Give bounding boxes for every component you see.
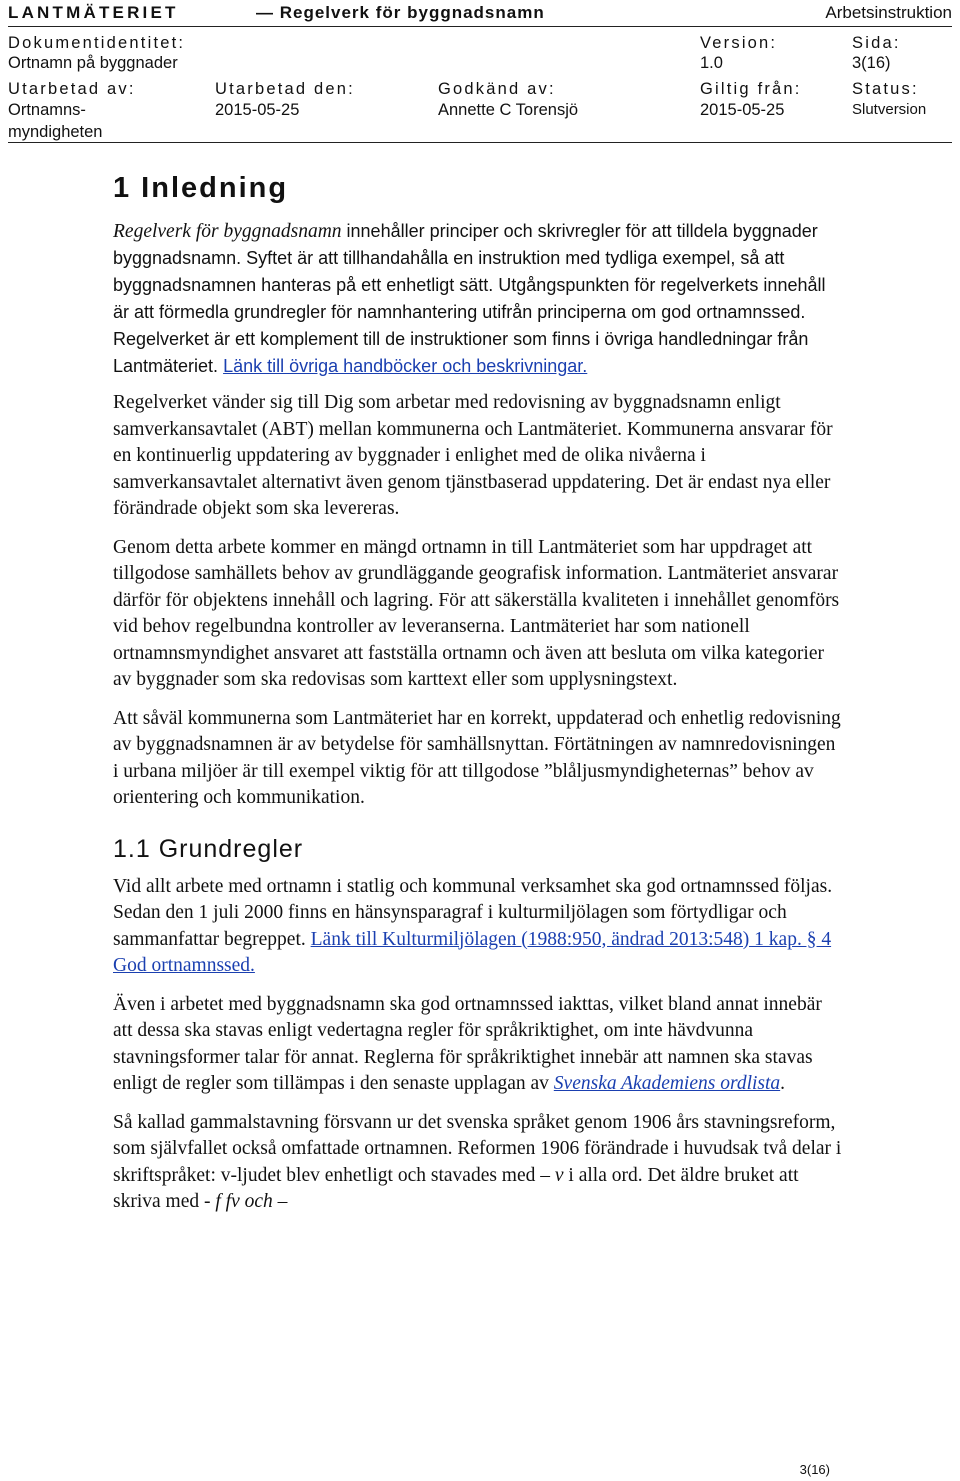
paragraph-text-cont: i alla ord. Det äldre bruket att skriva med - xyxy=(113,1164,799,1212)
footer-page-number: 3(16) xyxy=(799,1462,830,1477)
paragraph xyxy=(113,874,843,980)
paragraph xyxy=(113,1110,843,1216)
approved-by-value: Annette C Torensjö xyxy=(438,101,579,119)
paragraph: Att såväl kommunerna som Lantmäteriet har en korrekt, uppdaterad och enhetlig redovisning av byggnadsnamnen är av betydelse för samhällsnyttan. Förtätningen av namnredovisningen i urbana miljöer är till exempel viktig för att tillgodose ”blåljusmyndigheternas” behov av orientering och kommunikation. xyxy=(113,707,841,808)
saol-link[interactable]: Svenska Akademiens ordlista xyxy=(553,1073,781,1094)
prepared-by-value: Ortnamns- xyxy=(8,101,86,119)
header-bar xyxy=(8,2,952,27)
valid-from-value: 2015-05-25 xyxy=(700,101,785,119)
italic-v: – v xyxy=(540,1164,564,1186)
version-label: Version: xyxy=(700,34,778,52)
version-value: 1.0 xyxy=(700,54,723,72)
header-divider xyxy=(8,142,952,143)
page-label: Sida: xyxy=(852,34,901,52)
italic-f: f xyxy=(215,1191,221,1212)
paragraph: Genom detta arbete kommer en mängd ortnamn in till Lantmäteriet som har uppdraget att tillgodose samhällets behov av grundläggande geografisk information. Lantmäteriet ansvarar därför för objektens innehåll och lagring. För att säkerställa kvaliteten i innehållet genomförs vid behov regelbundna kontroller av leveranserna. Lantmäteriet har som nationell ortnamnsmyndighet ansvaret att fastställa ortnamn och även att besluta om vilka kategorier av byggnader som ska redovisas som karttext eller som upplysningstext. xyxy=(113,536,840,690)
status-label: Status: xyxy=(852,80,919,98)
intro-text-cont: Utgångspunkten för regelverkets innehåll är att förmedla grundregler för namnhantering utifrån principerna om god ortnamnssed. Regelverket är ett komplement till de instruktioner som finns i övriga handledningar från Lantmäteriet. xyxy=(113,275,826,376)
intro-text: innehåller principer och skrivregler för att tilldela byggnader byggnadsnamn. Syftet är att tillhandahålla en instruktion med tydliga exempel, så att byggnadsnamnen hanteras på ett enhetligt sätt. xyxy=(113,221,818,295)
brand-name: LANTMÄTERIET xyxy=(8,3,179,22)
doc-id-label: Dokumentidentitet: xyxy=(8,34,186,52)
prepared-date-label: Utarbetad den: xyxy=(215,80,355,98)
paragraph: Regelverket vänder sig till Dig som arbetar med redovisning av byggnadsnamn enligt samverkansavtalet (ABT) mellan kommunerna och Lantmäteriet. Kommunerna ansvarar för en kontinuerlig uppdatering av byggnader i enlighet med de olika nivåerna i samverkansavtalet alternativt även genom tjänstbaserad uppdatering. Det är endast nya eller förändrade objekt som ska levereras. xyxy=(113,392,833,519)
intro-italic-title: Regelverk för byggnadsnamn xyxy=(113,221,342,242)
paragraph-text: Så kallad gammalstavning försvann ur det svenska språket genom 1906 års stavningsreform, som självfallet också omfattade ortnamnen. Reformen 1906 förändrade i huvudsak två delar i skriftspråket: v-ljudet blev enhetligt och stavades med xyxy=(113,1111,842,1186)
approved-by-label: Godkänd av: xyxy=(438,80,556,98)
prepared-by-label: Utarbetad av: xyxy=(8,80,136,98)
paragraph-text-end: . xyxy=(780,1073,786,1094)
prepared-by-value-cont: myndigheten xyxy=(8,123,103,141)
document-type: Arbetsinstruktion xyxy=(825,3,952,22)
doc-id-value: Ortnamn på byggnader xyxy=(8,54,178,72)
valid-from-label: Giltig från: xyxy=(700,80,802,98)
section-heading-grundregler: 1.1 Grundregler xyxy=(113,834,304,863)
kulturmiljolagen-link[interactable]: Länk till Kulturmiljölagen (1988:950, ändrad 2013:548) 1 kap. § 4 God ortnamnssed. xyxy=(113,928,832,976)
paragraph-text: Vid allt arbete med ortnamn i statlig och kommunal verksamhet ska god ortnamnssed följas. Sedan den 1 juli 2000 finns en hänsynsparagraf i kulturmiljölagen som förtydligar och sammanfattar begreppet. xyxy=(113,875,833,950)
section-heading-inledning: 1 Inledning xyxy=(113,172,289,204)
handbooks-link[interactable]: Länk till övriga handböcker och beskrivningar. xyxy=(223,356,588,376)
paragraph-text: Även i arbetet med byggnadsnamn ska god ortnamnssed iakttas, vilket bland annat innebär att dessa ska stavas enligt vedertagna regler för språkriktighet, om inte hävdvunna stavningsformer talar för annat. Reglerna för språkriktighet innebär att namnen ska stavas enligt de regler som tillämpas i den senaste upplagan av xyxy=(113,993,822,1094)
status-value: Slutversion xyxy=(852,101,927,118)
main-content xyxy=(113,168,843,1228)
page-value: 3(16) xyxy=(852,54,891,72)
document-title: — Regelverk för byggnadsnamn xyxy=(256,3,545,22)
italic-fv: fv och – xyxy=(225,1191,288,1212)
intro-paragraph xyxy=(113,218,843,380)
prepared-date-value: 2015-05-25 xyxy=(215,101,300,119)
paragraph xyxy=(113,992,843,1098)
